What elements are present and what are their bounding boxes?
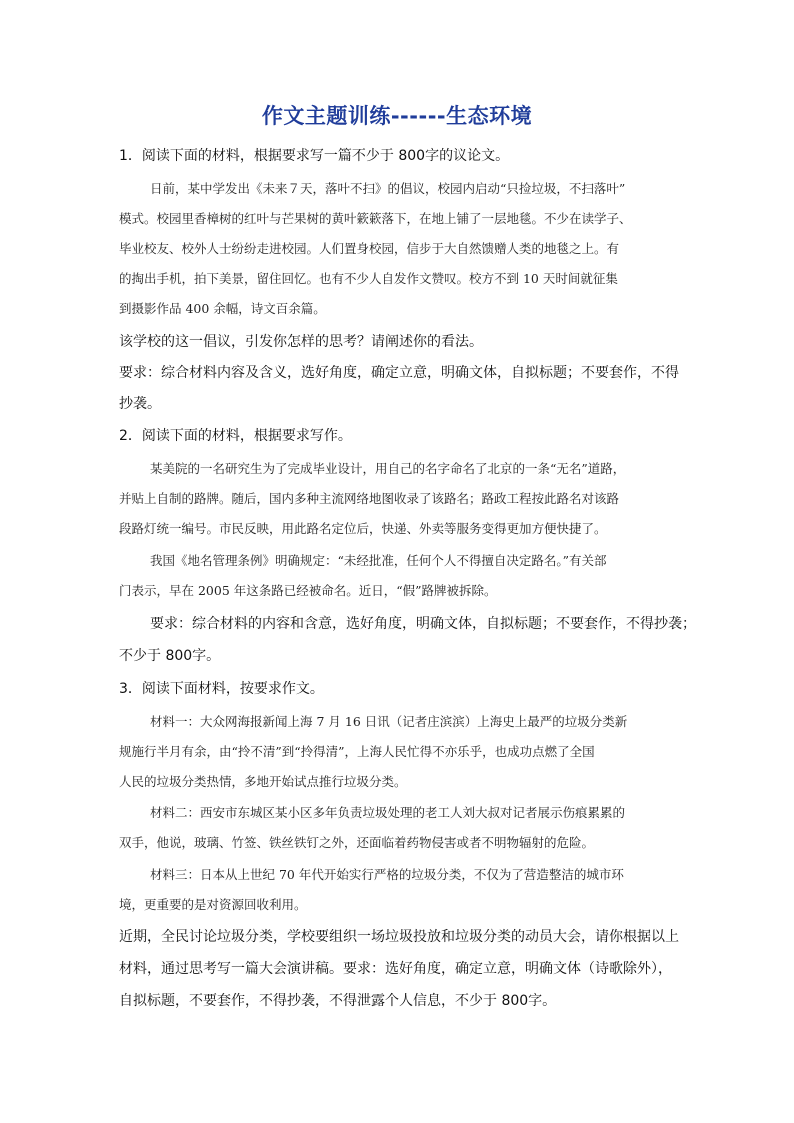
material-3b-line-2: 双手，他说，玻璃、竹签、铁丝铁钉之外，还面临着药物侵害或者不明物辐射的危险。 [119,835,595,850]
material-2-line-2: 并贴上自制的路牌。随后，国内多种主流网络地图收录了该路名；路政工程按此路名对该路 [119,491,620,506]
question-1-task: 该学校的这一倡议，引发你怎样的思考？请阐述你的看法。 [119,334,483,350]
material-3a-line-2: 规施行半月有余，由“拎不清”到“拎得清”，上海人民忙得不亦乐乎，也成功点燃了全国 [119,744,595,759]
question-1-req-line-1: 要求：综合材料内容及含义，选好角度，确定立意，明确文体，自拟标题；不要套作，不得 [119,365,679,381]
material-2-line-4: 我国《地名管理条例》明确规定：“未经批准，任何个人不得擅自决定路名。”有关部 [150,553,607,568]
material-3a-line-1: 材料一：大众网海报新闻上海 7 月 16 日讯（记者庄滨滨）上海史上最严的垃圾分类新 [150,714,628,729]
question-2-prompt: 2．阅读下面的材料，根据要求写作。 [119,428,352,444]
material-3c-line-2: 境，更重要的是对资源回收利用。 [119,897,307,912]
material-3c-line-1: 材料三：日本从上世纪 70 年代开始实行严格的垃圾分类，不仅为了营造整洁的城市环 [150,867,624,882]
question-1-req-line-2: 抄袭。 [119,396,161,412]
material-1-line-1: 日前，某中学发出《未来７天，落叶不扫》的倡议，校园内启动“只捡垃圾，不扫落叶” [150,181,626,196]
material-3b-line-1: 材料二：西安市东城区某小区多年负责垃圾处理的老工人刘大叔对记者展示伤痕累累的 [150,805,626,820]
material-1-line-5: 到摄影作品 400 余幅，诗文百余篇。 [119,301,326,316]
material-1-line-3: 毕业校友、校外人士纷纷走进校园。人们置身校园，信步于大自然馈赠人类的地毯之上。有 [119,241,620,256]
question-3-task-line-3: 自拟标题，不要套作，不得抄袭，不得泄露个人信息，不少于 800字。 [119,993,557,1009]
question-2-req-line-2: 不少于 800字。 [119,648,221,664]
document-title: 作文主题训练------生态环境 [261,104,533,128]
material-2-line-5: 门表示，早在 2005 年这条路已经被命名。近日，“假”路牌被拆除。 [119,583,497,598]
material-3a-line-3: 人民的垃圾分类热情，多地开始试点推行垃圾分类。 [119,774,407,789]
question-3-prompt: 3．阅读下面材料，按要求作文。 [119,681,324,697]
material-2-line-1: 某美院的一名研究生为了完成毕业设计，用自己的名字命名了北京的一条“无名”道路， [150,461,626,476]
material-1-line-4: 的掏出手机，拍下美景，留住回忆。也有不少人自发作文赞叹。校方不到 10 天时间就征集 [119,271,618,286]
question-3-task-line-1: 近期，全民讨论垃圾分类，学校要组织一场垃圾投放和垃圾分类的动员大会，请你根据以上 [119,929,679,945]
material-2-line-3: 段路灯统一编号。市民反映，用此路名定位后，快递、外卖等服务变得更加方便快捷了。 [119,521,607,536]
material-1-line-2: 模式。校园里香樟树的红叶与芒果树的黄叶簌簌落下，在地上铺了一层地毯。不少在读学子、 [119,211,632,226]
question-3-task-line-2: 材料，通过思考写一篇大会演讲稿。要求：选好角度，确定立意，明确文体（诗歌除外）， [119,961,672,977]
question-1-prompt: 1．阅读下面的材料，根据要求写一篇不少于 800字的议论文。 [119,148,510,164]
question-2-req-line-1: 要求：综合材料的内容和含意，选好角度，明确文体，自拟标题；不要套作，不得抄袭； [150,616,696,632]
